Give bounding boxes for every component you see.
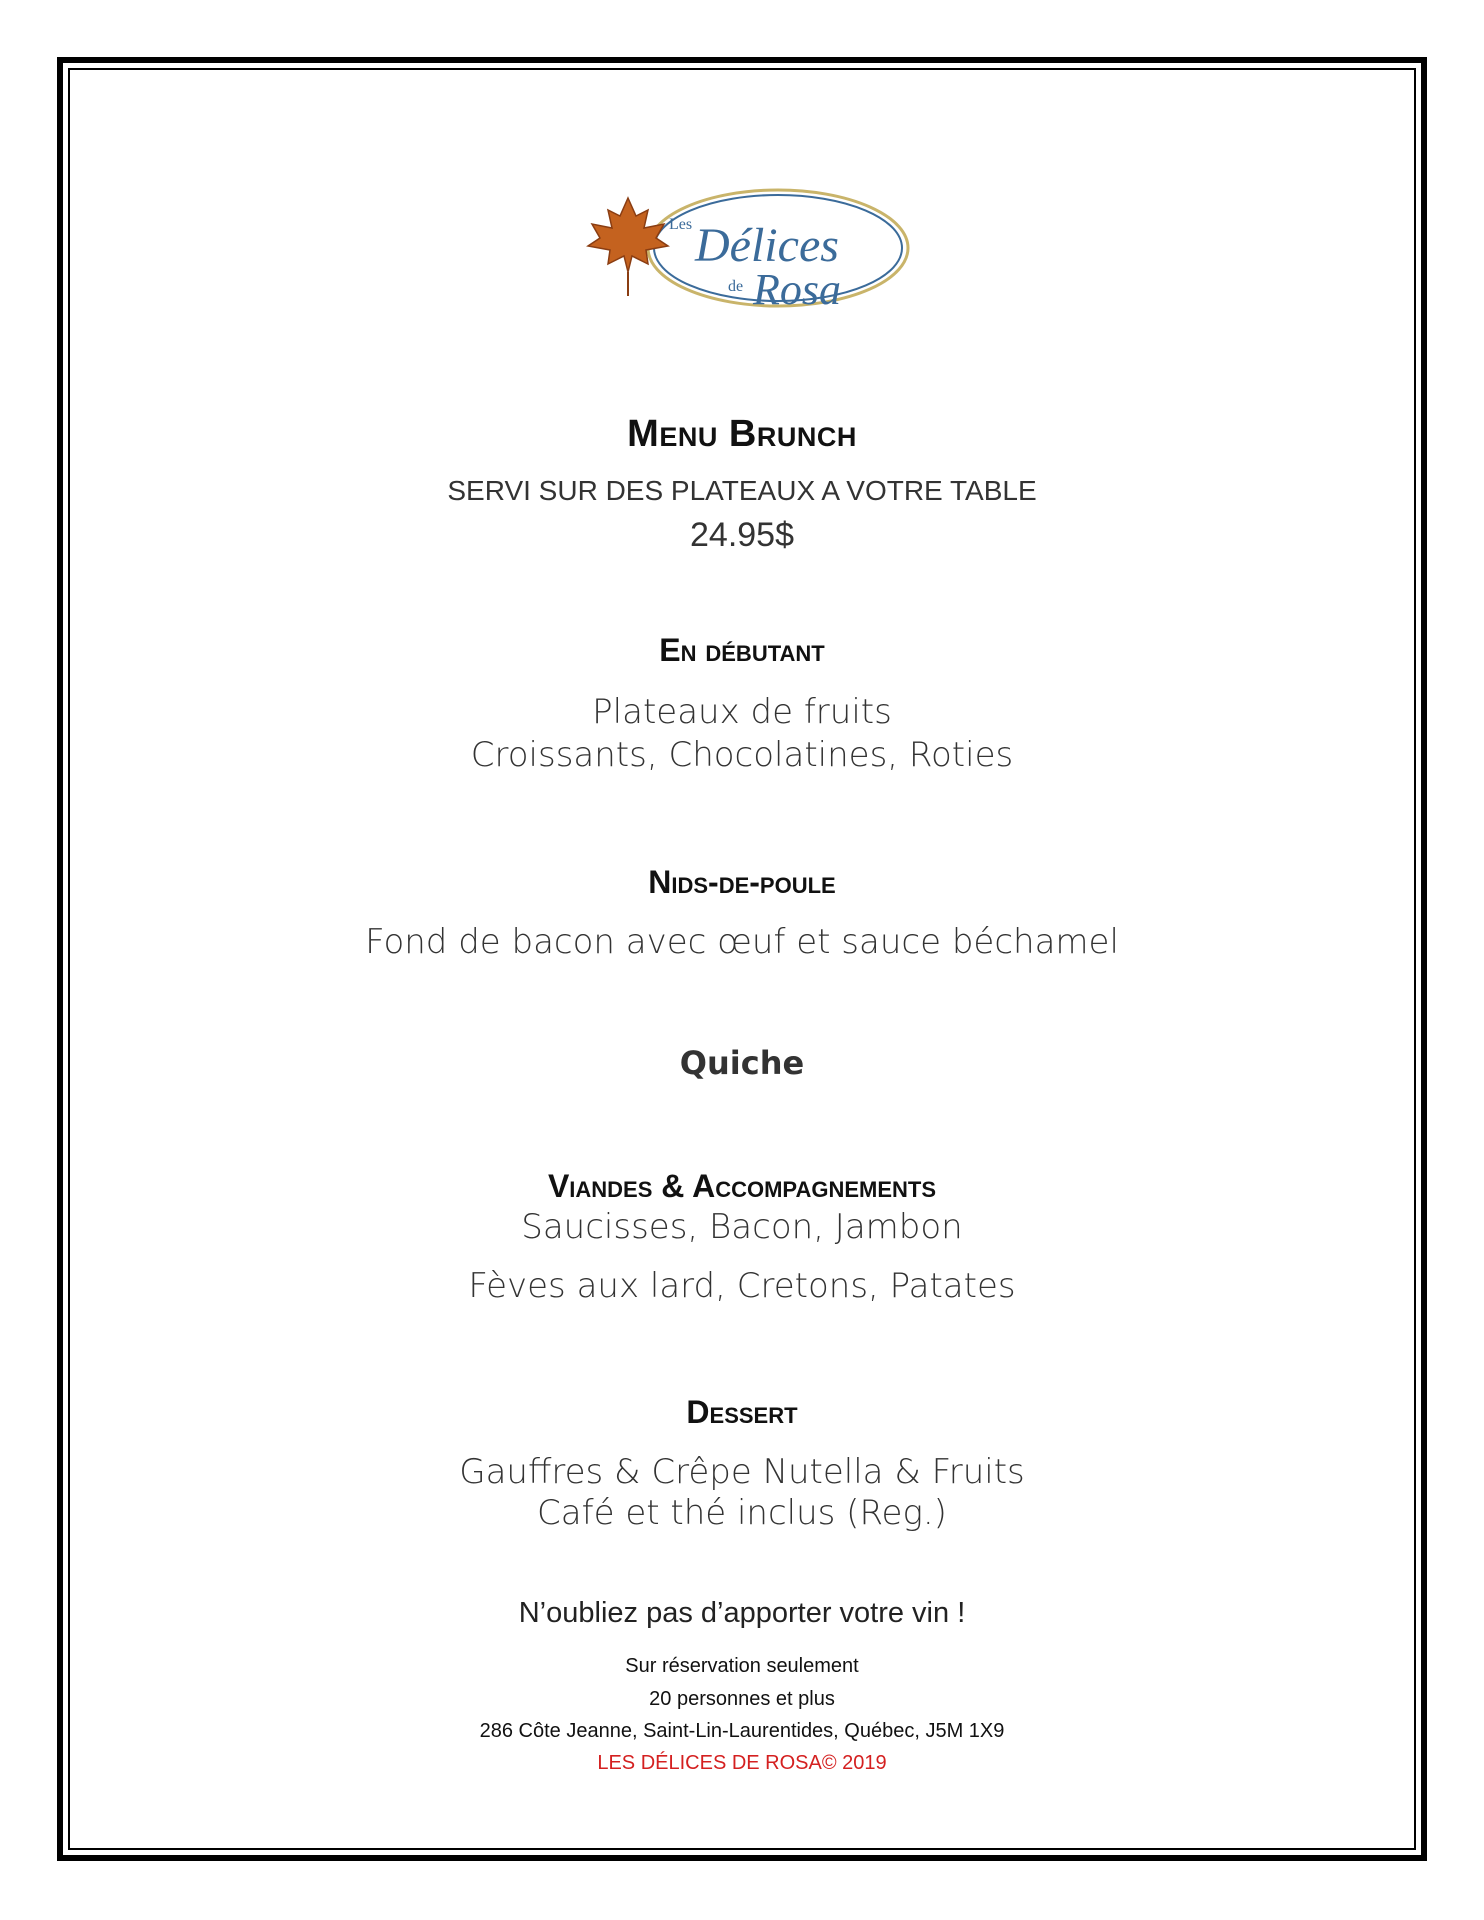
menu-item: Croissants, Chocolatines, Roties [470,735,1014,775]
menu-title: Menu Brunch [627,413,857,455]
menu-price: 24.95$ [690,516,794,554]
logo-text-de: de [728,278,744,295]
reservation-text: Sur réservation seulement [625,1655,859,1677]
logo-text-rosa: Rosa [753,265,841,314]
menu-subtitle: SERVI SUR DES PLATEAUX A VOTRE TABLE [447,475,1037,506]
address-text: 286 Côte Jeanne, Saint-Lin-Laurentides, Québec, J5M 1X9 [479,1720,1005,1742]
menu-item: Café et thé inclus (Reg.) [537,1493,947,1533]
wine-note: N’oubliez pas d’apporter votre vin ! [518,1597,966,1629]
logo-text-les: Les [669,216,693,233]
menu-item: Gauffres & Crêpe Nutella & Fruits [459,1452,1025,1492]
section-heading-quiche: Quiche [679,1044,805,1082]
restaurant-logo [583,186,913,346]
section-heading-starter: En débutant [659,632,825,668]
section-heading-dessert: Dessert [686,1394,798,1430]
menu-item: Fèves aux lard, Cretons, Patates [468,1266,1016,1306]
logo-text-delices: Délices [695,219,839,272]
menu-item: Plateaux de fruits [592,692,892,732]
section-heading-viandes: Viandes & Accompagnements [547,1168,937,1204]
section-heading-nids: Nids-de-poule [648,864,836,900]
copyright-text: LES DÉLICES DE ROSA© 2019 [597,1752,887,1774]
maple-leaf-icon [588,198,668,296]
menu-item: Saucisses, Bacon, Jambon [521,1207,963,1247]
group-size-text: 20 personnes et plus [649,1688,835,1710]
menu-item: Fond de bacon avec œuf et sauce béchamel [365,922,1119,962]
